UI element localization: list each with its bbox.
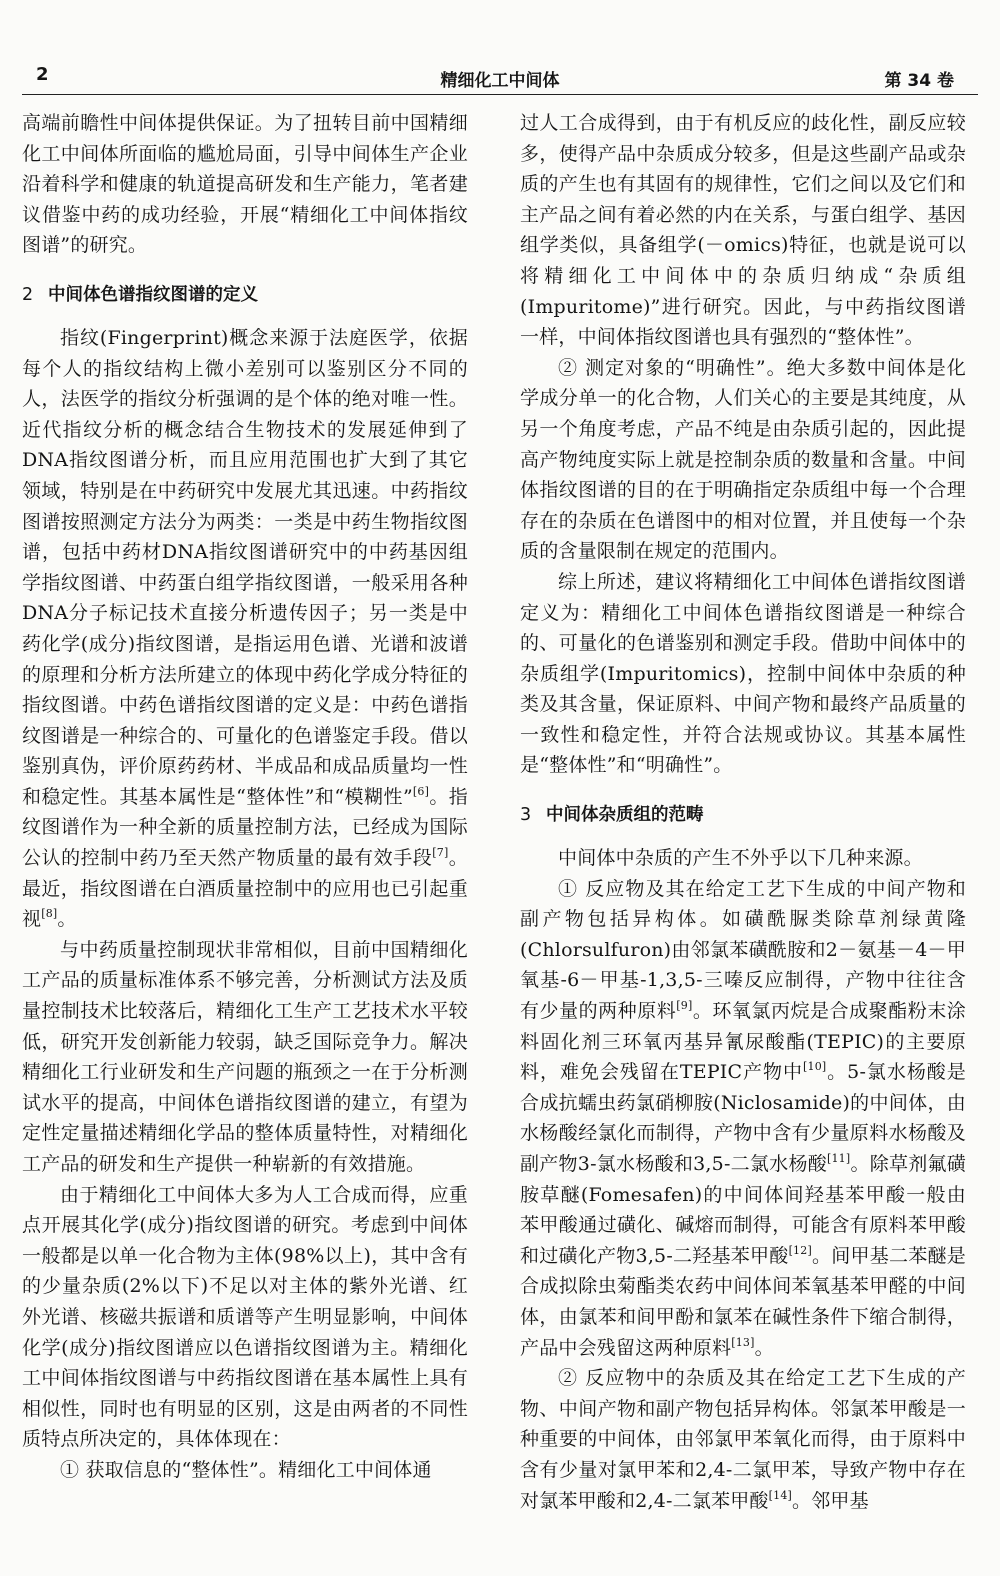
page-number: 2 bbox=[36, 64, 49, 85]
paragraph bbox=[22, 323, 468, 935]
paragraph: ① 获取信息的“整体性”。精细化工中间体通 bbox=[60, 1458, 432, 1481]
section-heading bbox=[520, 781, 966, 843]
text-run: 。邻甲基 bbox=[792, 1489, 869, 1512]
text-run: ② 反应物中的杂质及其在给定工艺下生成的产物、中间产物和副产物包括异构体。邻氯苯甲酸是一种重要的中间体，由邻氯甲苯氧化而得，由于原料中含有少量对氯甲苯和2,4-二氯甲苯，导致产物中存在对氯苯甲酸和2,4-二氯苯甲酸 bbox=[520, 1367, 966, 1512]
text-run: 。指纹图谱作为一种全新的质量控制方法，已经成为国际公认的控制中药乃至天然产物质量的最有效手段 bbox=[22, 785, 468, 870]
section-heading bbox=[22, 261, 468, 323]
section-title: 中间体杂质组的范畴 bbox=[546, 805, 704, 826]
journal-title: 精细化工中间体 bbox=[440, 71, 560, 91]
text-run: 。环氧氯丙烷是合成聚酯粉末涂料固化剂三环氧丙基异氰尿酸酯(TEPIC)的主要原料，难免会残留在TEPIC产物中 bbox=[520, 1000, 966, 1084]
citation: [11] bbox=[826, 1152, 851, 1165]
paragraph: 由于精细化工中间体大多为人工合成而得，应重点开展其化学(成分)指纹图谱的研究。考虑到中间体一般都是以单一化合物为主体(98%以上)，其中含有的少量杂质(2%以下)不足以对主体的紫外光谱、红外光谱、核磁共振谱和质谱等产生明显影响，中间体化学(成分)指纹图谱应以色谱指纹图谱为主。精细化工中间体指纹图谱与中药指纹图谱在基本属性上具有相似性，同时也有明显的区别，这是由两者的不同性质特点所决定的，具体体现在： bbox=[22, 1183, 468, 1451]
citation: [6] bbox=[412, 784, 430, 798]
paragraph: ② 测定对象的“明确性”。绝大多数中间体是化学成分单一的化合物，人们关心的主要是其纯度，从另一个角度考虑，产品不纯是由杂质引起的，因此提高产物纯度实际上就是控制杂质的数量和含量。中间体指纹图谱的目的在于明确指定杂质组中每一个合理存在的杂质在色谱图中的相对位置，并且使每一个杂质的含量限制在规定的范围内。 bbox=[520, 356, 966, 563]
left-column bbox=[22, 108, 468, 1486]
citation: [10] bbox=[803, 1060, 827, 1074]
volume-label: 第 34 卷 bbox=[884, 71, 954, 91]
citation: [13] bbox=[731, 1335, 755, 1349]
citation: [9] bbox=[676, 999, 693, 1013]
paragraph: 高端前瞻性中间体提供保证。为了扭转目前中国精细化工中间体所面临的尴尬局面，引导中间体生产企业沿着科学和健康的轨道提高研发和生产能力，笔者建议借鉴中药的成功经验，开展“精细化工中间体指纹图谱”的研究。 bbox=[22, 112, 468, 257]
text-run: 。最近，指纹图谱在白酒质量控制中的应用也已引起重视 bbox=[22, 847, 469, 931]
section-title: 中间体色谱指纹图谱的定义 bbox=[48, 284, 258, 305]
text-run: 指纹(Fingerprint)概念来源于法庭医学，依据每个人的指纹结构上微小差别可以鉴别区分不同的人，法医学的指纹分析强调的是个体的绝对唯一性。近代指纹分析的概念结合生物技术的发展延伸到了DNA指纹图谱分析，而且应用范围也扩大到了其它领域，特别是在中药研究中发展尤其迅速。中药指纹图谱按照测定方法分为两类：一类是中药生物指纹图谱，包括中药材DNA指纹图谱研究中的中药基因组学指纹图谱、中药蛋白组学指纹图谱，一般采用各种DNA分子标记技术直接分析遗传因子；另一类是中药化学(成分)指纹图谱，是指运用色谱、光谱和波谱的原理和分析方法所建立的体现中药化学成分特征的指纹图谱。中药色谱指纹图谱的定义是：中药色谱指纹图谱是一种综合的、可量化的色谱鉴定手段。借以鉴别真伪，评价原药药材、半成品和成品质量均一性和稳定性。其基本属性是“整体性”和“模糊性” bbox=[22, 326, 468, 808]
paragraph bbox=[520, 874, 966, 1364]
paragraph: 与中药质量控制现状非常相似，目前中国精细化工产品的质量标准体系不够完善，分析测试方法及质量控制技术比较落后，精细化工生产工艺技术水平较低，研究开发创新能力较弱，缺乏国际竞争力。解决精细化工行业研发和生产问题的瓶颈之一在于分析测试水平的提高，中间体色谱指纹图谱的建立，有望为定性定量描述精细化学品的整体质量特性，对精细化工产品的研发和生产提供一种崭新的有效措施。 bbox=[22, 938, 468, 1175]
section-number: 2 bbox=[22, 284, 34, 305]
paragraph: 过人工合成得到，由于有机反应的歧化性，副反应较多，使得产品中杂质成分较多，但是这些副产品或杂质的产生也有其固有的规律性，它们之间以及它们和主产品之间有着必然的内在关系，与蛋白组学、基因组学类似，具备组学(－omics)特征，也就是说可以将精细化工中间体中的杂质归纳成“杂质组(Impuritome)”进行研究。因此，与中药指纹图谱一样，中间体指纹图谱也具有强烈的“整体性”。 bbox=[520, 112, 966, 349]
citation: [14] bbox=[768, 1488, 793, 1502]
paragraph: 中间体中杂质的产生不外乎以下几种来源。 bbox=[558, 847, 923, 870]
text-run: 。 bbox=[754, 1336, 774, 1359]
text-run: 。5-氯水杨酸是合成抗蠕虫药氯硝柳胺(Niclosamide)的中间体，由水杨酸经氯化而制得，产物中含有少量原料水杨酸及副产物3-氯水杨酸和3,5-二氯水杨酸 bbox=[520, 1061, 966, 1175]
text-run: 。除草剂氟磺胺草醚(Fomesafen)的中间体间羟基苯甲酸一般由苯甲酸通过磺化、碱熔而制得，可能含有原料苯甲酸和过磺化产物3,5-二羟基苯甲酸 bbox=[520, 1153, 966, 1267]
citation: [12] bbox=[788, 1243, 812, 1257]
section-number: 3 bbox=[520, 805, 532, 826]
page-header bbox=[22, 60, 978, 95]
text-run: ① 反应物及其在给定工艺下生成的中间产物和副产物包括异构体。如磺酰脲类除草剂绿黄隆(Chlorsulfuron)由邻氯苯磺酰胺和2－氨基－4－甲氧基-6－甲基-1,3,5-三嗪反应制得，产物中往往含有少量的两种原料 bbox=[520, 877, 966, 1023]
text-run: 。 bbox=[57, 908, 77, 931]
paragraph: 综上所述，建议将精细化工中间体色谱指纹图谱定义为：精细化工中间体色谱指纹图谱是一种综合的、可量化的色谱鉴别和测定手段。借助中间体中的杂质组学(Impuritomics)，控制中间体中杂质的种类及其含量，保证原料、中间产物和最终产品质量的一致性和稳定性，并符合法规或协议。其基本属性是“整体性”和“明确性”。 bbox=[520, 570, 966, 777]
citation: [8] bbox=[41, 907, 58, 921]
text-run: 。间甲基二苯醚是合成拟除虫菊酯类农药中间体间苯氧基苯甲醛的中间体，由氯苯和间甲酚和氯苯在碱性条件下缩合制得，产品中会残留这两种原料 bbox=[520, 1244, 966, 1359]
citation: [7] bbox=[432, 846, 449, 860]
paragraph bbox=[520, 1363, 966, 1516]
right-column bbox=[520, 108, 966, 1516]
